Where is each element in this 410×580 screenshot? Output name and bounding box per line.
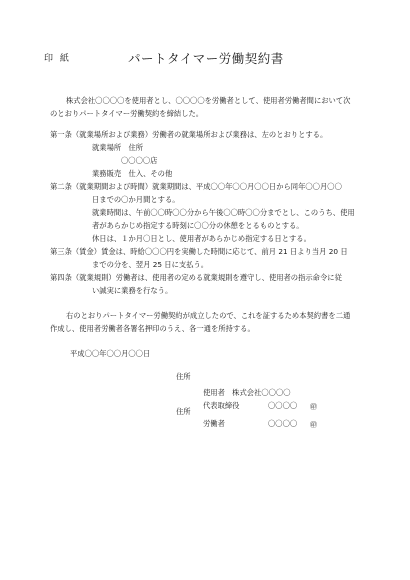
worker-seal-mark: ㊞ <box>310 421 317 429</box>
revenue-stamp-label: 印 紙 <box>44 54 71 64</box>
employer-address-label: 住所 <box>176 372 191 381</box>
article-1-heading: 第一条（就業場所および業務）労働者の就業場所および業務は、左のとおりとする。 <box>50 130 328 139</box>
employer-name: 〇〇〇〇 <box>268 401 298 410</box>
employer-role: 使用者 株式会社〇〇〇〇 <box>203 388 291 397</box>
article-2-line-2: 日までの〇か月間とする。 <box>92 195 180 204</box>
contract-date: 平成〇〇年〇〇月〇〇日 <box>70 349 151 358</box>
article-1-place-label: 就業場所 住所 <box>92 143 144 152</box>
closing-line-1: 右のとおりパートタイマー労働契約が成立したので、これを証するため本契約書を二通 <box>66 311 351 320</box>
employer-seal-mark: ㊞ <box>310 403 317 411</box>
intro-line-2: のとおりパートタイマー労働契約を締結した。 <box>50 109 204 118</box>
article-1-place-name: 〇〇〇〇店 <box>121 156 158 165</box>
article-2-line-5: 休日は、１か月〇日とし、使用者があらかじめ指定する日とする。 <box>92 234 311 243</box>
worker-name: 〇〇〇〇 <box>268 419 298 428</box>
article-4-line-2: い誠実に業務を行なう。 <box>92 286 173 295</box>
closing-line-2: 作成し、使用者労働者各署名押印のうえ、各一通を所持する。 <box>50 324 255 333</box>
article-2-line-3: 就業時間は、午前〇〇時〇〇分から午後〇〇時〇〇分までとし、このうち、使用 <box>92 208 355 217</box>
article-3-line-1: 第三条（賃金）賃金は、時給〇〇〇円を実働した時間に応じて、前月 21 日より当月 20 日 <box>50 247 348 256</box>
article-4-line-1: 第四条（就業規則）労働者は、使用者の定める就業規則を遵守し、使用者の指示命令に従 <box>50 273 342 282</box>
document-title: パートタイマー労働契約書 <box>128 51 284 66</box>
worker-role: 労働者 <box>203 419 225 428</box>
worker-address-label: 住所 <box>176 407 191 416</box>
employer-representative-label: 代表取締役 <box>203 401 240 410</box>
article-3-line-2: までの分を、翌月 25 日に支払う。 <box>92 260 209 269</box>
article-1-work-label: 業務販売 仕入、その他 <box>92 169 173 178</box>
intro-line-1: 株式会社〇〇〇〇を使用者とし、〇〇〇〇を労働者として、使用者労働者間において次 <box>66 96 351 105</box>
article-2-line-1: 第二条（就業期間および時間）就業期間は、平成〇〇年〇〇月〇〇日から同年〇〇月〇〇 <box>50 182 342 191</box>
article-2-line-4: 者があらかじめ指定する時刻に〇〇分の休憩をとるものとする。 <box>92 221 304 230</box>
